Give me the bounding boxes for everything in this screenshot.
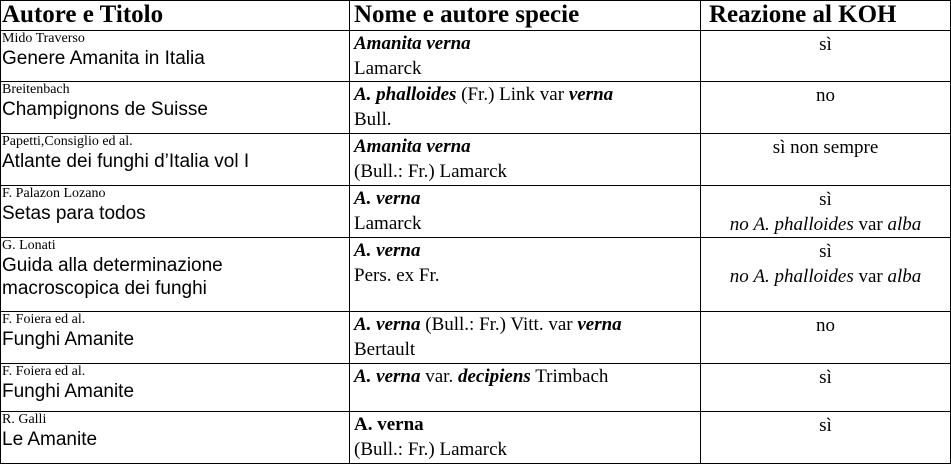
- species-authority-inline: (Fr.) Link var: [461, 84, 565, 105]
- species-cell: [350, 364, 701, 412]
- author-title-cell: [1, 82, 350, 134]
- species-name: Amanita verna: [354, 136, 471, 157]
- species-name: A. verna: [354, 366, 421, 387]
- species-cell: [350, 186, 701, 238]
- author-name: Mido Traverso: [2, 31, 85, 46]
- book-title: Champignons de Suisse: [2, 99, 208, 120]
- species-cell: [350, 82, 701, 134]
- koh-reaction-cell: [701, 186, 951, 238]
- table-row: [1, 186, 951, 238]
- species-authority: (Bull.: Fr.) Lamarck: [354, 439, 508, 460]
- author-name: F. Foiera ed al.: [2, 312, 86, 327]
- species-cell: [350, 238, 701, 312]
- species-cell: [350, 312, 701, 364]
- species-authority-inline: (Bull.: Fr.) Vitt. var: [425, 314, 573, 335]
- book-title: Funghi Amanite: [2, 381, 135, 402]
- author-name: Breitenbach: [2, 82, 70, 97]
- author-name: F. Foiera ed al.: [2, 364, 86, 379]
- author-title-cell: [1, 312, 350, 364]
- species-name: A. verna: [354, 414, 424, 435]
- book-title: Setas para todos: [2, 203, 146, 224]
- koh-reaction-cell: [701, 82, 951, 134]
- species-authority: Lamarck: [354, 213, 422, 234]
- book-title-line-1: Guida alla determinazione: [2, 255, 223, 276]
- author-title-cell: [1, 412, 350, 464]
- author-name: R. Galli: [2, 412, 47, 427]
- author-name: F. Palazon Lozano: [2, 186, 106, 201]
- species-name: A. verna: [354, 314, 421, 335]
- species-variety: verna: [577, 314, 622, 335]
- koh-reaction: sì non sempre: [772, 137, 879, 158]
- species-variety: verna: [568, 84, 614, 105]
- header-row: [1, 1, 951, 31]
- table-row: [1, 134, 951, 186]
- author-title-cell: [1, 134, 350, 186]
- species-authority: (Bull.: Fr.) Lamarck: [354, 161, 508, 182]
- species-variety-label: var.: [425, 366, 454, 387]
- header-author-title: Autore e Titolo: [1, 1, 350, 31]
- book-title: Atlante dei funghi d’Italia vol I: [2, 151, 250, 172]
- species-authority: Bertault: [354, 339, 416, 360]
- species-cell: [350, 31, 701, 82]
- species-authority-inline: Trimbach: [535, 366, 609, 387]
- table-row: [1, 364, 951, 412]
- species-authority: Lamarck: [354, 58, 422, 79]
- book-title-line-2: macroscopica dei funghi: [2, 278, 207, 299]
- table-row: [1, 312, 951, 364]
- koh-reaction-cell: [701, 412, 951, 464]
- author-title-cell: [1, 186, 350, 238]
- species-variety: decipiens: [457, 366, 531, 387]
- koh-reaction-cell: [701, 312, 951, 364]
- koh-reaction-note: no A. phalloides var alba: [729, 214, 922, 235]
- species-cell: [350, 412, 701, 464]
- author-name: G. Lonati: [2, 238, 56, 253]
- table-row: [1, 82, 951, 134]
- koh-reaction: sì: [819, 34, 832, 55]
- header-koh-reaction: Reazione al KOH: [701, 1, 951, 31]
- species-name: A. verna: [354, 188, 421, 209]
- book-title: Funghi Amanite: [2, 329, 135, 350]
- book-title: Genere Amanita in Italia: [2, 48, 205, 69]
- species-authority: Bull.: [354, 109, 392, 130]
- table-row: [1, 238, 951, 312]
- koh-reaction: no: [816, 315, 835, 336]
- koh-reaction-cell: [701, 238, 951, 312]
- table-row: [1, 31, 951, 82]
- author-name: Papetti,Consiglio ed al.: [2, 134, 133, 149]
- species-name: Amanita verna: [354, 33, 471, 54]
- book-title: Le Amanite: [2, 429, 98, 450]
- koh-reaction: sì: [819, 189, 832, 210]
- species-name: A. verna: [354, 240, 421, 261]
- koh-reaction-cell: [701, 364, 951, 412]
- koh-reaction-note: no A. phalloides var alba: [729, 266, 922, 287]
- species-cell: [350, 134, 701, 186]
- species-name: A. phalloides: [354, 84, 457, 105]
- author-title-cell: [1, 31, 350, 82]
- koh-reaction-cell: [701, 134, 951, 186]
- koh-reaction: sì: [819, 241, 832, 262]
- header-species: Nome e autore specie: [350, 1, 701, 31]
- author-title-cell: [1, 364, 350, 412]
- koh-reaction: sì: [819, 367, 832, 388]
- koh-reaction: no: [816, 85, 835, 106]
- author-title-cell: [1, 238, 350, 312]
- koh-reaction-cell: [701, 31, 951, 82]
- table-row: [1, 412, 951, 464]
- koh-reaction: sì: [819, 415, 832, 436]
- species-authority: Pers. ex Fr.: [354, 265, 440, 286]
